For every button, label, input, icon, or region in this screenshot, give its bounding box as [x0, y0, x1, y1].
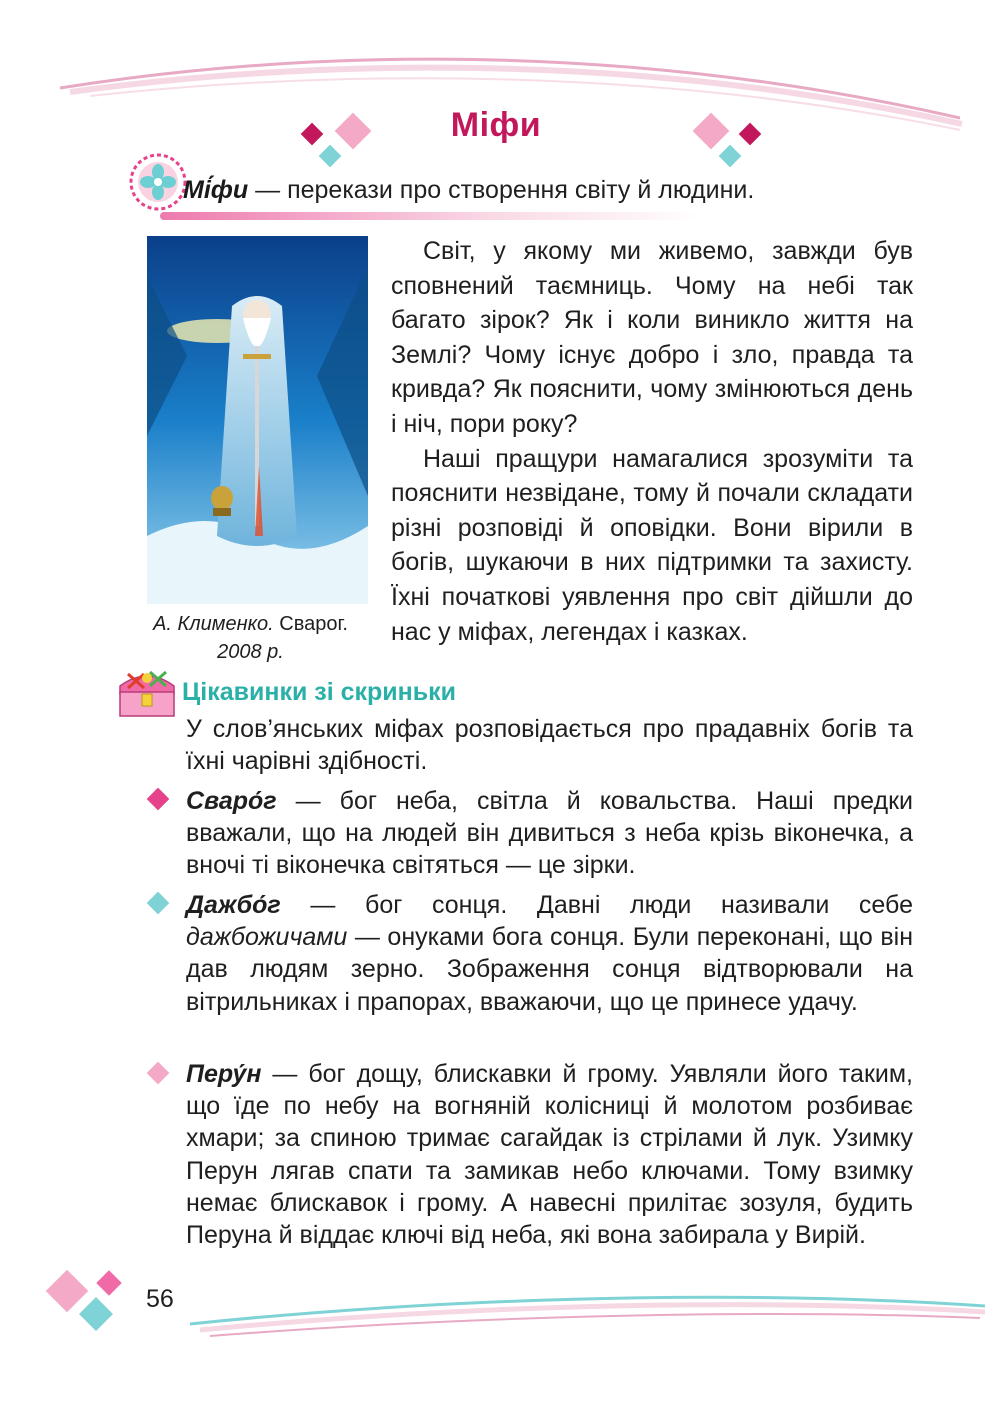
- item-perun: [186, 1058, 913, 1251]
- item-dazhboh: [186, 889, 913, 1018]
- item-perun-name: Перу́н: [186, 1060, 262, 1088]
- treasure-chest-icon: [114, 664, 180, 720]
- intro-text: [391, 234, 913, 649]
- bottom-wave-decoration: [0, 1280, 992, 1350]
- intro-paragraph-1: Світ, у якому ми живемо, завжди був сповнений таємниць. Чому на небі так багато зірок? Як і коли виникло життя на Землі? Чому існує добро і зло, правда та кривда? Як пояснити, чому змінюються день і ніч, пори року?: [391, 237, 913, 438]
- caption-year: 2008 р.: [217, 641, 284, 663]
- box-intro: У слов’янських міфах розповідається про прадавніх богів та їхні чарівні здібності.: [186, 715, 913, 775]
- box-heading: Цікавинки зі скриньки: [182, 678, 457, 706]
- item-perun-text: — бог дощу, блискавки й грому. Уявляли його таким, що їде по небу на вогняній колісниці й молотом розбиває хмари; за спиною тримає сагайдак із стрілами й лук. Узимку Перун лягав спати та замикав небо ключами. Тому взимку немає блискавок і грому. А навесні прилітає зозуля, будить Перуна й віддає ключі від неба, які вона забирала у Вирій.: [186, 1060, 913, 1250]
- item-svarog: [186, 785, 913, 882]
- flower-badge-icon: [126, 150, 190, 214]
- pink-diamond-bullet: [147, 788, 170, 811]
- item-svarog-name: Сваро́г: [186, 787, 277, 815]
- item-dazhboh-italic: дажбожичами: [186, 923, 348, 952]
- caption-title: Сварог.: [273, 613, 348, 635]
- painting-caption: [128, 610, 373, 666]
- item-dazhboh-text-before: — бог сонця. Давні люди називали себе: [280, 891, 913, 919]
- page-number: 56: [146, 1285, 174, 1313]
- title-diamonds-right: [686, 112, 776, 172]
- myth-definition: [183, 176, 754, 205]
- teal-diamond-bullet: [147, 892, 170, 915]
- pink-diamond-bullet: [147, 1062, 170, 1085]
- item-svarog-text: — бог неба, світла й ковальства. Наші предки вважали, що на людей він дивиться з неба крізь віконечка, а вночі ті віконечка світяться — це зірки.: [186, 787, 913, 880]
- definition-text: — перекази про створення світу й людини.: [248, 176, 755, 204]
- intro-paragraph-2: Наші пращури намагалися зрозуміти та пояснити незвідане, тому й почали складати різні розповіді й оповідки. Вони вірили в богів, шукаючи в них підтримки та захисту. Їхні початкові уявлення про світ дійшли до нас у міфах, легендах і казках.: [391, 444, 913, 646]
- caption-author: А. Клименко.: [153, 613, 274, 635]
- definition-term: Мі́фи: [183, 176, 249, 204]
- definition-underline: [160, 212, 700, 220]
- item-dazhboh-text-after: — онуками бога сонця. Були переконані, що він дав людям зерно. Зображення сонця відтворювали на вітрильниках і прапорах, вважаючи, що це принесе удачу.: [186, 923, 913, 1016]
- item-dazhboh-name: Дажбо́г: [186, 891, 281, 919]
- page-title: Міфи: [450, 106, 542, 144]
- svarog-painting: [147, 236, 368, 604]
